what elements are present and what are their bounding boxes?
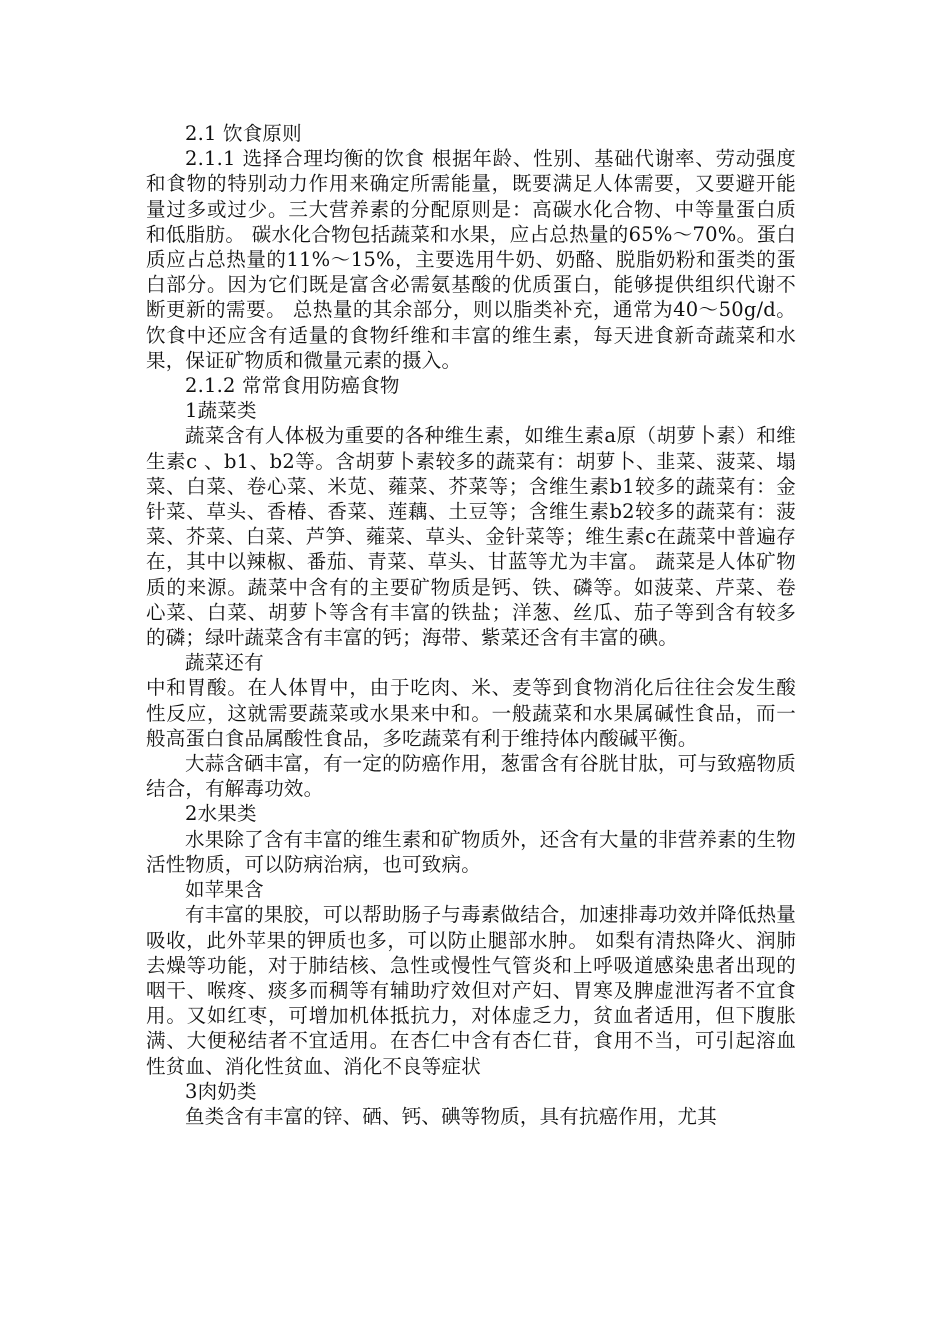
paragraph: 蔬菜还有	[185, 651, 264, 675]
category-heading: 2水果类	[185, 802, 257, 826]
category-heading: 3肉奶类	[185, 1079, 257, 1103]
subsection-heading: 2.1.2 常常食用防癌食物	[185, 374, 400, 398]
section-heading: 2.1 饮食原则	[185, 122, 302, 145]
paragraph: 如苹果含	[185, 878, 264, 902]
paragraph: 水果除了含有丰富的维生素和矿物质外，还含有大量的非营养素的生物活性物质，可以防病治病，也可致病。	[146, 827, 796, 876]
paragraph: 有丰富的果胶，可以帮助肠子与毒素做结合，加速排毒功效并降低热量吸收，此外苹果的钾质也多，可以防止腿部水肿。 如梨有清热降火、润肺去燥等功能，对于肺结核、急性或慢性气管炎和上呼吸道感染患者出现的咽干、喉疼、痰多而稠等有辅助疗效但对产妇、胃寒及脾虚泄泻者不宜食用。又如红枣，可增加机体抵抗力，对体虚乏力，贫血者适用，但下腹胀满、大便秘结者不宜适用。在杏仁中含有杏仁苷，食用不当，可引起溶血性贫血、消化性贫血、消化不良等症状	[146, 903, 796, 1078]
category-heading: 1蔬菜类	[185, 399, 257, 423]
paragraph: 鱼类含有丰富的锌、硒、钙、碘等物质，具有抗癌作用，尤其	[185, 1104, 717, 1128]
paragraph: 大蒜含硒丰富，有一定的防癌作用，葱雷含有谷胱甘肽，可与致癌物质结合，有解毒功效。	[146, 752, 796, 801]
document-page	[146, 121, 796, 1129]
paragraph: 2.1.1 选择合理均衡的饮食 根据年龄、性别、基础代谢率、劳动强度和食物的特别动力作用来确定所需能量，既要满足人体需要，又要避开能量过多或过少。三大营养素的分配原则是：高碳水化合物、中等量蛋白质和低脂肪。 碳水化合物包括蔬菜和水果，应占总热量的65%～70%。蛋白质应占总热量的11%～15%，主要选用牛奶、奶酪、脱脂奶粉和蛋类的蛋白部分。因为它们既是富含必需氨基酸的优质蛋白，能够提供组织代谢不断更新的需要。 总热量的其余部分，则以脂类补充，通常为40～50g/d。饮食中还应含有适量的食物纤维和丰富的维生素，每天进食新奇蔬菜和水果，保证矿物质和微量元素的摄入。	[146, 147, 796, 372]
paragraph: 蔬菜含有人体极为重要的各种维生素，如维生素a原（胡萝卜素）和维生素c 、b1、b2等。含胡萝卜素较多的蔬菜有：胡萝卜、韭菜、菠菜、塌菜、白菜、卷心菜、米苋、蕹菜、芥菜等；含维生素b1较多的蔬菜有：金针菜、草头、香椿、香菜、莲藕、土豆等；含维生素b2较多的蔬菜有：菠菜、芥菜、白菜、芦笋、蕹菜、草头、金针菜等；维生素c在蔬菜中普遍存在，其中以辣椒、番茄、青菜、草头、甘蓝等尤为丰富。 蔬菜是人体矿物质的来源。蔬菜中含有的主要矿物质是钙、铁、磷等。如菠菜、芹菜、卷心菜、白菜、胡萝卜等含有丰富的铁盐；洋葱、丝瓜、茄子等到含有较多的磷；绿叶蔬菜含有丰富的钙；海带、紫菜还含有丰富的碘。	[146, 424, 796, 650]
paragraph: 中和胃酸。在人体胃中，由于吃肉、米、麦等到食物消化后往往会发生酸性反应，这就需要蔬菜或水果来中和。一般蔬菜和水果属碱性食品，而一般高蛋白食品属酸性食品，多吃蔬菜有利于维持体内酸碱平衡。	[146, 676, 796, 750]
